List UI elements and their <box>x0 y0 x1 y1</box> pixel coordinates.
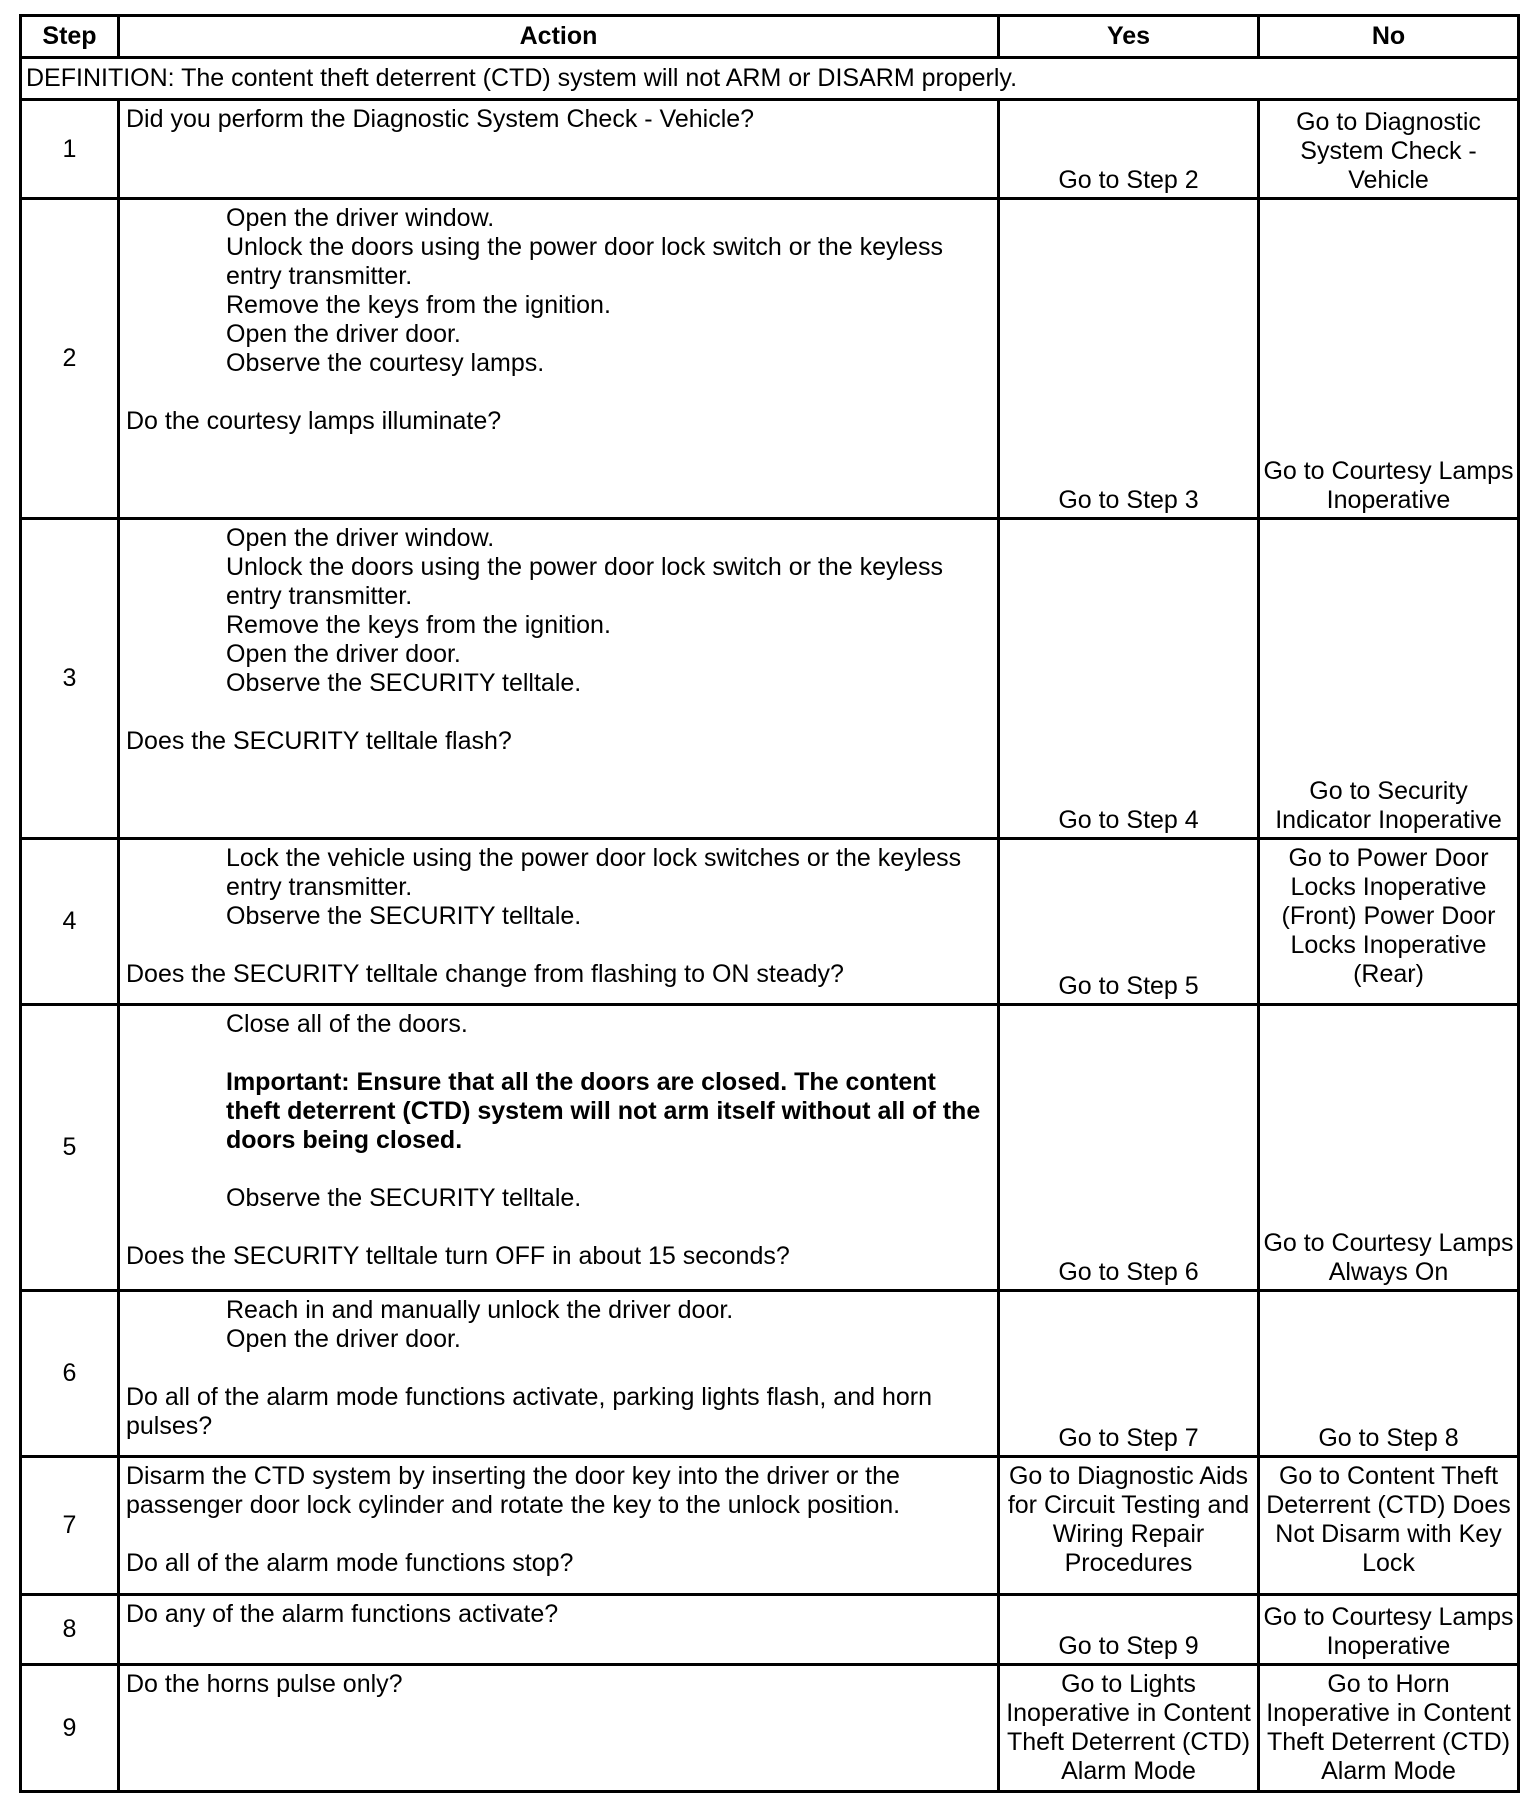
table-row <box>21 839 1519 1005</box>
action-cell <box>119 1005 999 1291</box>
step-number: 5 <box>21 1005 119 1291</box>
table-row <box>21 519 1519 839</box>
yes-result: Go to Lights Inoperative in Content Theft Deterrent (CTD) Alarm Mode <box>999 1665 1259 1792</box>
no-result: Go to Power Door Locks Inoperative (Front) Power Door Locks Inoperative (Rear) <box>1259 839 1519 1005</box>
spacer <box>126 378 991 407</box>
action-line: Lock the vehicle using the power door lock switches or the keyless entry transmitter. <box>226 844 962 901</box>
action-line: Does the SECURITY telltale change from flashing to ON steady? <box>126 960 844 988</box>
yes-result: Go to Step 3 <box>999 199 1259 519</box>
action-line: Important: Ensure that all the doors are closed. The content theft deterrent (CTD) system will not arm itself without all of the doors being closed. <box>226 1068 981 1154</box>
action-line: Observe the SECURITY telltale. <box>226 1184 582 1212</box>
yes-result: Go to Step 7 <box>999 1291 1259 1457</box>
action-line: Does the SECURITY telltale flash? <box>126 727 512 755</box>
action-cell <box>119 1665 999 1792</box>
spacer <box>126 698 991 727</box>
action-line: Does the SECURITY telltale turn OFF in about 15 seconds? <box>126 1242 790 1270</box>
action-line: Do the courtesy lamps illuminate? <box>126 407 502 435</box>
step-number: 7 <box>21 1457 119 1595</box>
table-body <box>21 58 1519 1792</box>
no-result: Go to Courtesy Lamps Inoperative <box>1259 199 1519 519</box>
action-line: Unlock the doors using the power door lock switch or the keyless entry transmitter. <box>226 553 944 610</box>
no-result: Go to Horn Inoperative in Content Theft Deterrent (CTD) Alarm Mode <box>1259 1665 1519 1792</box>
spacer <box>126 931 991 960</box>
action-line: Disarm the CTD system by inserting the door key into the driver or the passenger door lock cylinder and rotate the key to the unlock position. <box>126 1462 901 1519</box>
spacer <box>126 1155 991 1184</box>
table-row <box>21 1005 1519 1291</box>
step-number: 1 <box>21 100 119 199</box>
action-line: Remove the keys from the ignition. <box>226 611 611 639</box>
action-line: Close all of the doors. <box>226 1010 468 1038</box>
action-line: Do any of the alarm functions activate? <box>126 1600 559 1628</box>
action-line: Open the driver window. <box>226 524 495 552</box>
step-number: 3 <box>21 519 119 839</box>
no-result: Go to Content Theft Deterrent (CTD) Does Not Disarm with Key Lock <box>1259 1457 1519 1595</box>
action-line: Do all of the alarm mode functions activate, parking lights flash, and horn pulses? <box>126 1383 932 1440</box>
action-cell <box>119 839 999 1005</box>
action-line: Did you perform the Diagnostic System Check - Vehicle? <box>126 105 755 133</box>
action-line: Open the driver door. <box>226 1325 461 1353</box>
yes-result: Go to Step 9 <box>999 1595 1259 1665</box>
spacer <box>126 1039 991 1068</box>
header-step: Step <box>21 16 119 58</box>
action-line: Do all of the alarm mode functions stop? <box>126 1549 574 1577</box>
header-row <box>21 16 1519 58</box>
yes-result: Go to Step 6 <box>999 1005 1259 1291</box>
no-result: Go to Courtesy Lamps Always On <box>1259 1005 1519 1291</box>
spacer <box>126 1520 991 1549</box>
action-line: Reach in and manually unlock the driver door. <box>226 1296 734 1324</box>
action-line: Unlock the doors using the power door lock switch or the keyless entry transmitter. <box>226 233 944 290</box>
no-result: Go to Security Indicator Inoperative <box>1259 519 1519 839</box>
step-number: 4 <box>21 839 119 1005</box>
definition-row <box>21 58 1519 100</box>
spacer <box>126 1354 991 1383</box>
action-line: Open the driver window. <box>226 204 495 232</box>
step-number: 9 <box>21 1665 119 1792</box>
action-cell <box>119 1457 999 1595</box>
yes-result: Go to Step 4 <box>999 519 1259 839</box>
table-row <box>21 1665 1519 1792</box>
action-cell <box>119 1291 999 1457</box>
action-cell <box>119 199 999 519</box>
table-row <box>21 1595 1519 1665</box>
table-row <box>21 1291 1519 1457</box>
header-no: No <box>1259 16 1519 58</box>
yes-result: Go to Step 2 <box>999 100 1259 199</box>
table-row <box>21 199 1519 519</box>
spacer <box>126 1213 991 1242</box>
header-action: Action <box>119 16 999 58</box>
header-yes: Yes <box>999 16 1259 58</box>
yes-result: Go to Step 5 <box>999 839 1259 1005</box>
definition-text: DEFINITION: The content theft deterrent (CTD) system will not ARM or DISARM properly. <box>21 58 1519 100</box>
step-number: 2 <box>21 199 119 519</box>
no-result: Go to Courtesy Lamps Inoperative <box>1259 1595 1519 1665</box>
no-result: Go to Diagnostic System Check - Vehicle <box>1259 100 1519 199</box>
action-line: Observe the SECURITY telltale. <box>226 902 582 930</box>
diagnostic-table <box>19 14 1520 1793</box>
action-line: Observe the SECURITY telltale. <box>226 669 582 697</box>
action-cell <box>119 100 999 199</box>
yes-result: Go to Diagnostic Aids for Circuit Testing and Wiring Repair Procedures <box>999 1457 1259 1595</box>
step-number: 6 <box>21 1291 119 1457</box>
no-result: Go to Step 8 <box>1259 1291 1519 1457</box>
action-line: Open the driver door. <box>226 640 461 668</box>
action-line: Open the driver door. <box>226 320 461 348</box>
action-line: Do the horns pulse only? <box>126 1670 403 1698</box>
action-cell <box>119 1595 999 1665</box>
action-line: Remove the keys from the ignition. <box>226 291 611 319</box>
action-cell <box>119 519 999 839</box>
table-row <box>21 100 1519 199</box>
step-number: 8 <box>21 1595 119 1665</box>
action-line: Observe the courtesy lamps. <box>226 349 545 377</box>
table-row <box>21 1457 1519 1595</box>
